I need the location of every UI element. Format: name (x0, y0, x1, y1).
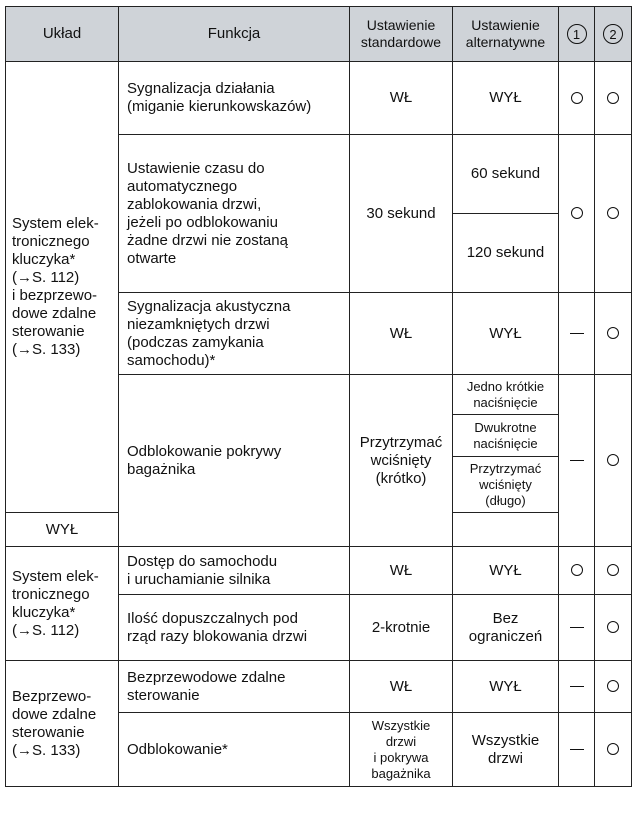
mark-cell (559, 547, 595, 595)
alt-cell: Bez ograniczeń (453, 595, 559, 661)
std-cell: 30 sekund (350, 135, 453, 293)
func-cell: Ustawienie czasu do automatycznego zablokowania drzwi, jeżeli po odblokowaniu żadne drzwi nie zostaną otwarte (119, 135, 350, 293)
mark-cell (595, 595, 632, 661)
header-row (6, 7, 632, 62)
circle-mark-icon (607, 621, 619, 633)
alt-cell: WYŁ (453, 62, 559, 135)
alt-cell: WYŁ (6, 513, 119, 547)
mark-cell (595, 135, 632, 293)
circle-mark-icon (571, 564, 583, 576)
std-cell: Przytrzymać wciśnięty (krótko) (350, 375, 453, 547)
alt-cell: WYŁ (453, 547, 559, 595)
std-cell: WŁ (350, 661, 453, 713)
alt-cell: Przytrzymać wciśnięty (długo) (453, 457, 559, 513)
alt-cell: 60 sekund (453, 135, 559, 214)
header-col1 (559, 7, 595, 62)
group-system-g1: System elek- tronicznego kluczyka* (→S. 112) i bezprzewo- dowe zdalne sterowanie (→S. 133) (6, 62, 119, 513)
mark-cell (595, 547, 632, 595)
header-funkcja: Funkcja (119, 7, 350, 62)
dash-mark-icon (570, 686, 584, 687)
mark-cell (595, 375, 632, 547)
func-cell: Sygnalizacja akustyczna niezamkniętych drzwi (podczas zamykania samochodu)* (119, 293, 350, 375)
dash-mark-icon (570, 333, 584, 334)
circle-mark-icon (571, 92, 583, 104)
circle-mark-icon (607, 564, 619, 576)
mark-cell (559, 135, 595, 293)
dash-mark-icon (570, 749, 584, 750)
circled-one-icon: 1 (567, 24, 587, 44)
circle-mark-icon (607, 92, 619, 104)
circle-mark-icon (607, 454, 619, 466)
func-cell: Odblokowanie* (119, 713, 350, 787)
mark-cell (559, 293, 595, 375)
mark-cell (559, 62, 595, 135)
dash-mark-icon (570, 627, 584, 628)
circle-mark-icon (607, 743, 619, 755)
alt-cell: WYŁ (453, 661, 559, 713)
circled-two-icon: 2 (603, 24, 623, 44)
func-cell: Sygnalizacja działania (miganie kierunkowskazów) (119, 62, 350, 135)
mark-cell (559, 713, 595, 787)
table-row (6, 62, 632, 135)
group-system-g2: System elek- tronicznego kluczyka* (→S. 112) (6, 547, 119, 661)
mark-cell (559, 661, 595, 713)
mark-cell (595, 661, 632, 713)
mark-cell (595, 713, 632, 787)
header-alternative: Ustawienie alternatywne (453, 7, 559, 62)
alt-cell: Wszystkie drzwi (453, 713, 559, 787)
std-cell: 2-krotnie (350, 595, 453, 661)
alt-cell: WYŁ (453, 293, 559, 375)
func-cell: Bezprzewodowe zdalne sterowanie (119, 661, 350, 713)
std-cell: WŁ (350, 293, 453, 375)
func-cell: Ilość dopuszczalnych pod rząd razy blokowania drzwi (119, 595, 350, 661)
circle-mark-icon (571, 207, 583, 219)
mark-cell (559, 595, 595, 661)
std-cell: WŁ (350, 62, 453, 135)
circle-mark-icon (607, 680, 619, 692)
mark-cell (595, 293, 632, 375)
mark-cell (595, 62, 632, 135)
alt-cell: Jedno krótkie naciśnięcie (453, 375, 559, 415)
std-cell: Wszystkie drzwi i pokrywa bagażnika (350, 713, 453, 787)
header-standard: Ustawienie standardowe (350, 7, 453, 62)
std-cell: WŁ (350, 547, 453, 595)
dash-mark-icon (570, 460, 584, 461)
alt-cell: Dwukrotne naciśnięcie (453, 415, 559, 457)
table-row (6, 661, 632, 713)
settings-table (5, 6, 632, 787)
circle-mark-icon (607, 207, 619, 219)
func-cell: Odblokowanie pokrywy bagażnika (119, 375, 350, 547)
header-uklad: Układ (6, 7, 119, 62)
mark-cell (559, 375, 595, 547)
header-col2 (595, 7, 632, 62)
alt-cell: 120 sekund (453, 214, 559, 293)
group-system-g3: Bezprzewo- dowe zdalne sterowanie (→S. 133) (6, 661, 119, 787)
func-cell: Dostęp do samochodu i uruchamianie silnika (119, 547, 350, 595)
circle-mark-icon (607, 327, 619, 339)
table-row (6, 547, 632, 595)
